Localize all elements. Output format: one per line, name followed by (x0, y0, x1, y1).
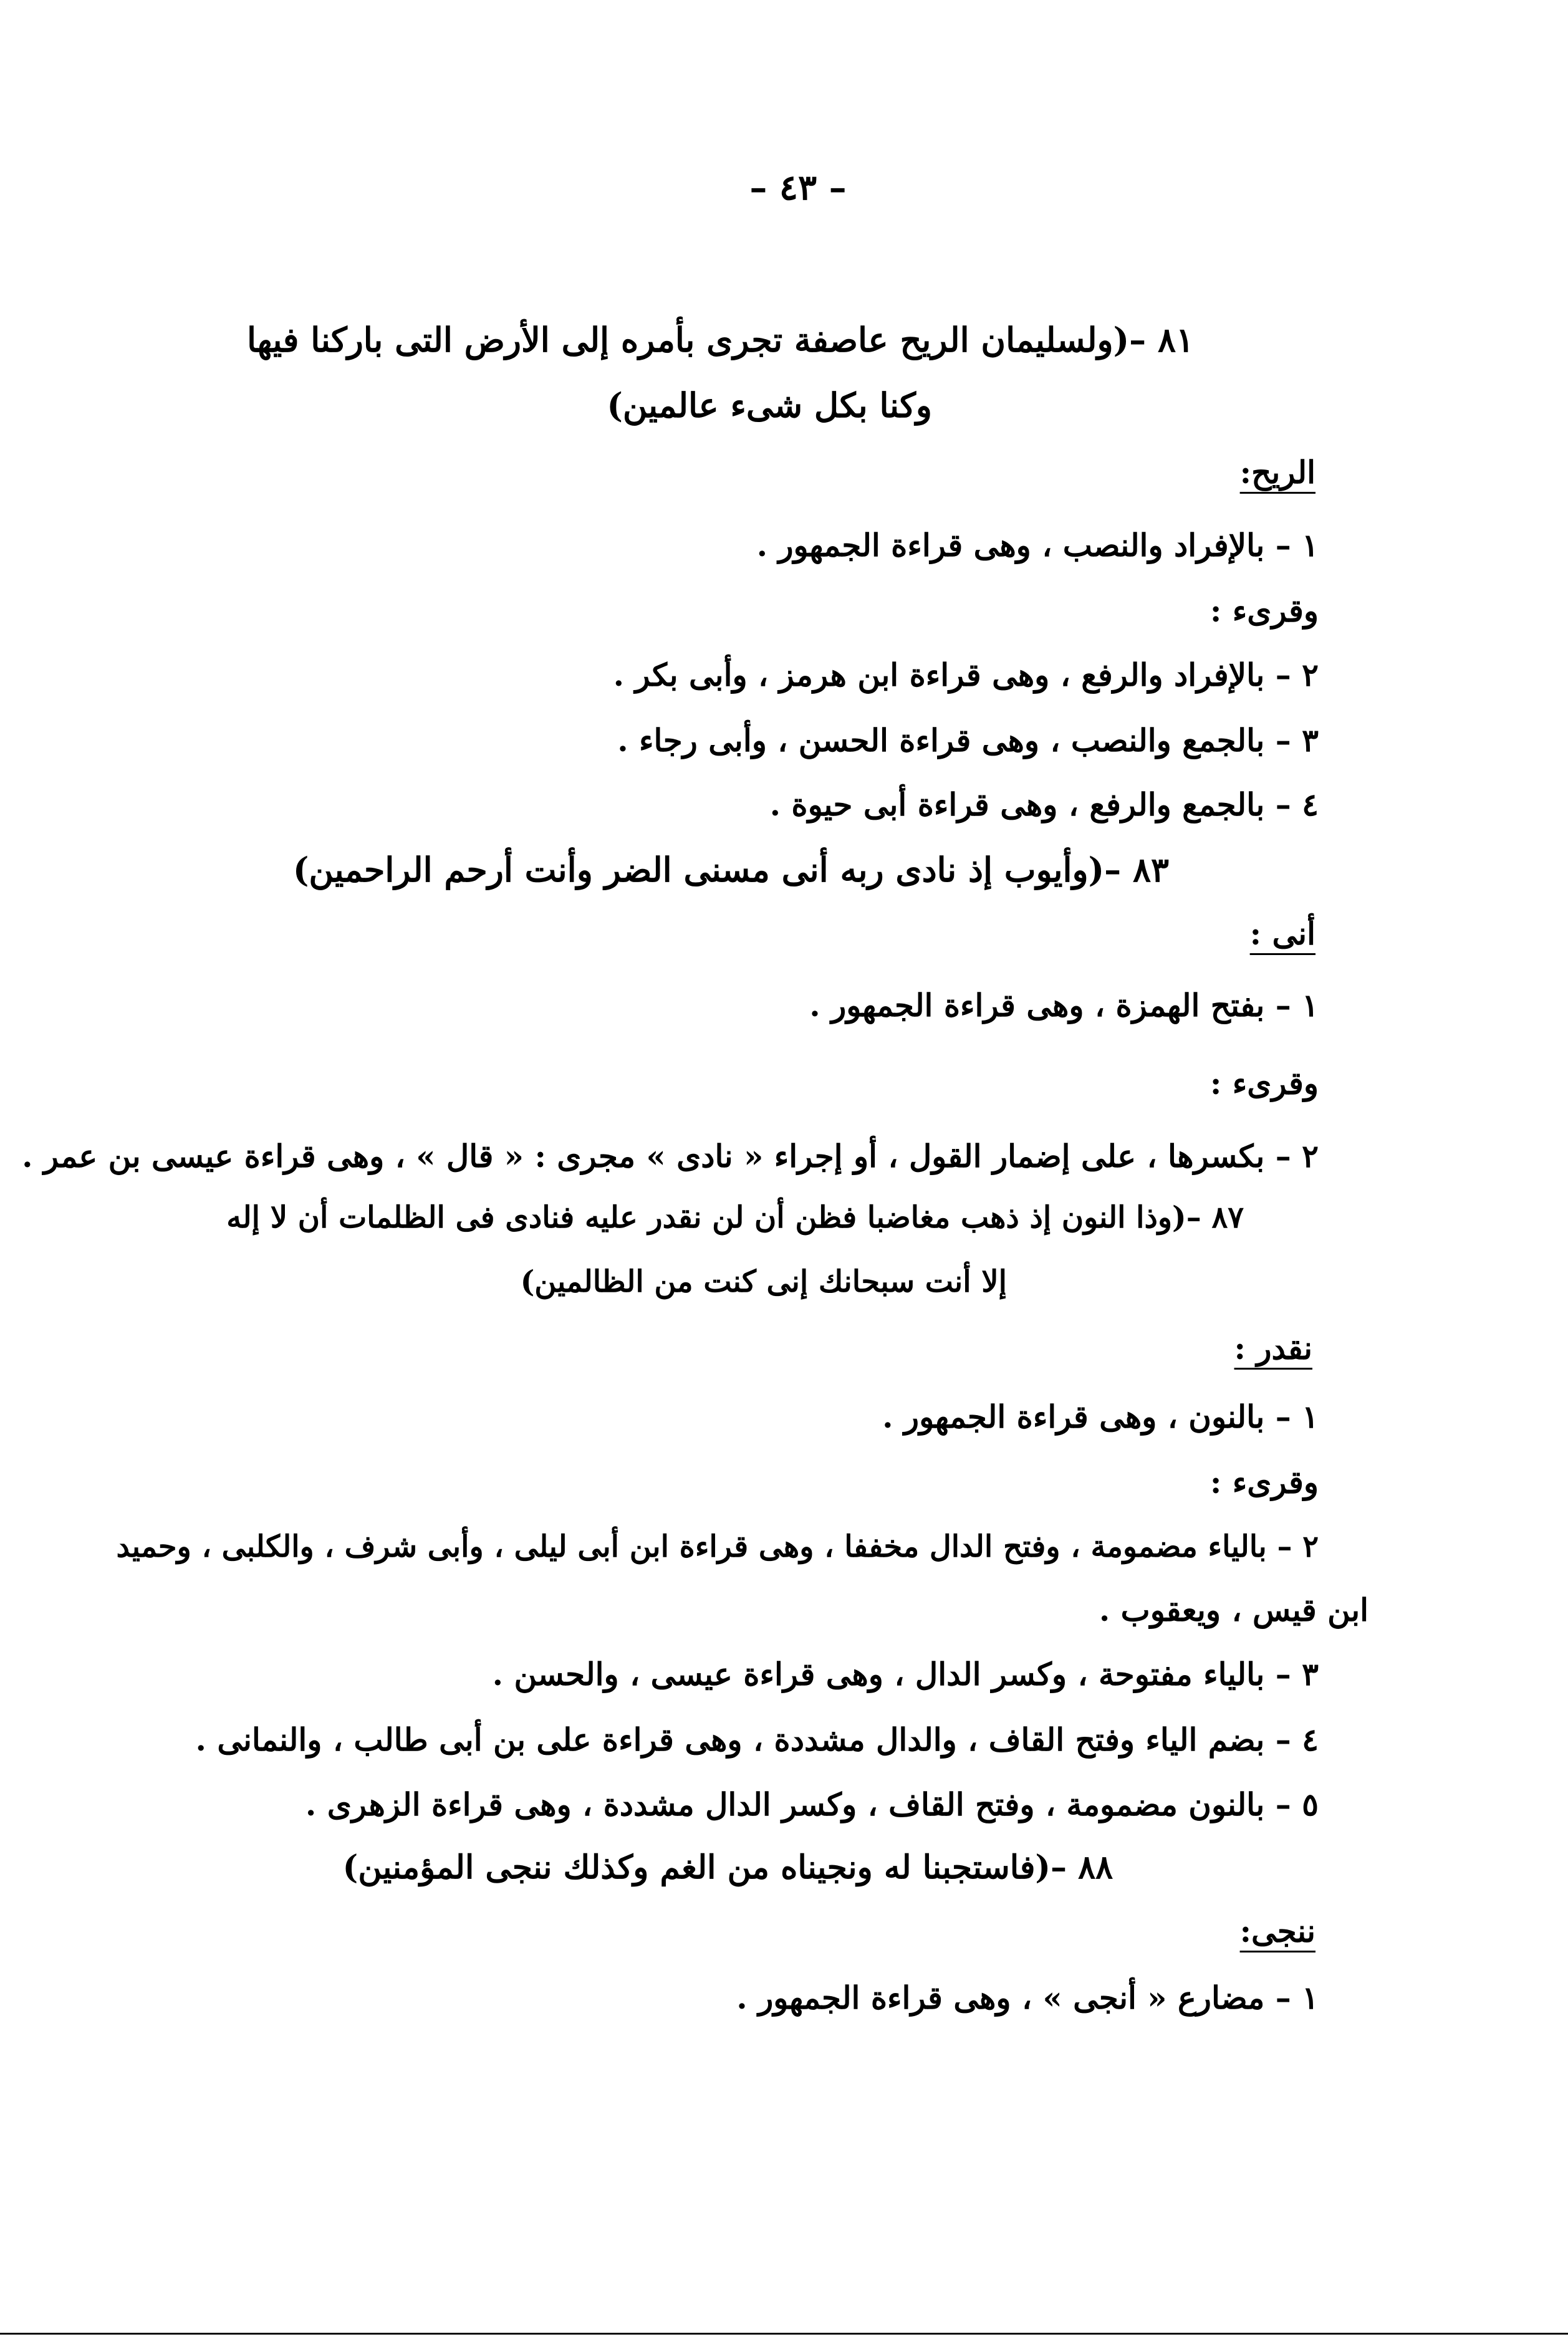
rih-reading-3: ٣ – بالجمع والنصب ، وهى قراءة الحسن ، وأبى رجاء . (617, 722, 1319, 759)
naqdir-quri-label: وقرىء : (1210, 1464, 1319, 1501)
rih-quri-label: وقرىء : (1210, 592, 1319, 629)
heading-nunji: ننجى: (1239, 1913, 1315, 1949)
naqdir-reading-3: ٣ – بالياء مفتوحة ، وكسر الدال ، وهى قراءة عيسى ، والحسن . (492, 1656, 1319, 1693)
rih-reading-2: ٢ – بالإفراد والرفع ، وهى قراءة ابن هرمز ، وأبى بكر . (613, 656, 1319, 693)
verse-81-line-1: ٨١ –(ولسليمان الريح عاصفة تجرى بأمره إلى الأرض التى باركنا فيها (247, 320, 1194, 360)
nunji-reading-1: ١ – مضارع « أنجى » ، وهى قراءة الجمهور . (736, 1979, 1319, 2016)
anni-reading-1: ١ – بفتح الهمزة ، وهى قراءة الجمهور . (809, 987, 1319, 1024)
verse-88-line: ٨٨ –(فاستجبنا له ونجيناه من الغم وكذلك ننجى المؤمنين) (342, 1848, 1113, 1886)
page-number: – ٤٣ – (749, 167, 847, 208)
naqdir-reading-4: ٤ – بضم الياء وفتح القاف ، والدال مشددة ، وهى قراءة على بن أبى طالب ، والنمانى . (195, 1721, 1319, 1758)
bottom-border-line (0, 2333, 1568, 2335)
anni-quri-label: وقرىء : (1210, 1065, 1319, 1102)
rih-reading-4: ٤ – بالجمع والرفع ، وهى قراءة أبى حيوة . (769, 786, 1319, 823)
naqdir-reading-1: ١ – بالنون ، وهى قراءة الجمهور . (882, 1398, 1319, 1435)
verse-87-line-2: إلا أنت سبحانك إنى كنت من الظالمين) (520, 1264, 1007, 1299)
verse-81-line-2: وكنا بكل شىء عالمين) (607, 385, 932, 425)
heading-rih: الريح: (1239, 454, 1315, 491)
verse-83-line: ٨٣ –(وأيوب إذ نادى ربه أنى مسنى الضر وأنت أرحم الراحمين) (292, 850, 1169, 890)
naqdir-reading-2a: ٢ – بالياء مضمومة ، وفتح الدال مخففا ، وهى قراءة ابن أبى ليلى ، وأبى شرف ، والكلبى ، وحميد (116, 1529, 1319, 1564)
anni-reading-2: ٢ – بكسرها ، على إضمار القول ، أو إجراء « نادى » مجرى : « قال » ، وهى قراءة عيسى بن عمر . (22, 1138, 1319, 1174)
heading-naqdir: نقدر : (1234, 1330, 1312, 1366)
heading-anni: أنى : (1249, 915, 1315, 952)
verse-87-line-1: ٨٧ –(وذا النون إذ ذهب مغاضبا فظن أن لن نقدر عليه فنادى فى الظلمات أن لا إله (226, 1200, 1244, 1235)
naqdir-reading-5: ٥ – بالنون مضمومة ، وفتح القاف ، وكسر الدال مشددة ، وهى قراءة الزهرى . (305, 1786, 1319, 1823)
rih-reading-1: ١ – بالإفراد والنصب ، وهى قراءة الجمهور . (756, 527, 1319, 564)
naqdir-reading-2b: ابن قيس ، ويعقوب . (1099, 1592, 1368, 1628)
